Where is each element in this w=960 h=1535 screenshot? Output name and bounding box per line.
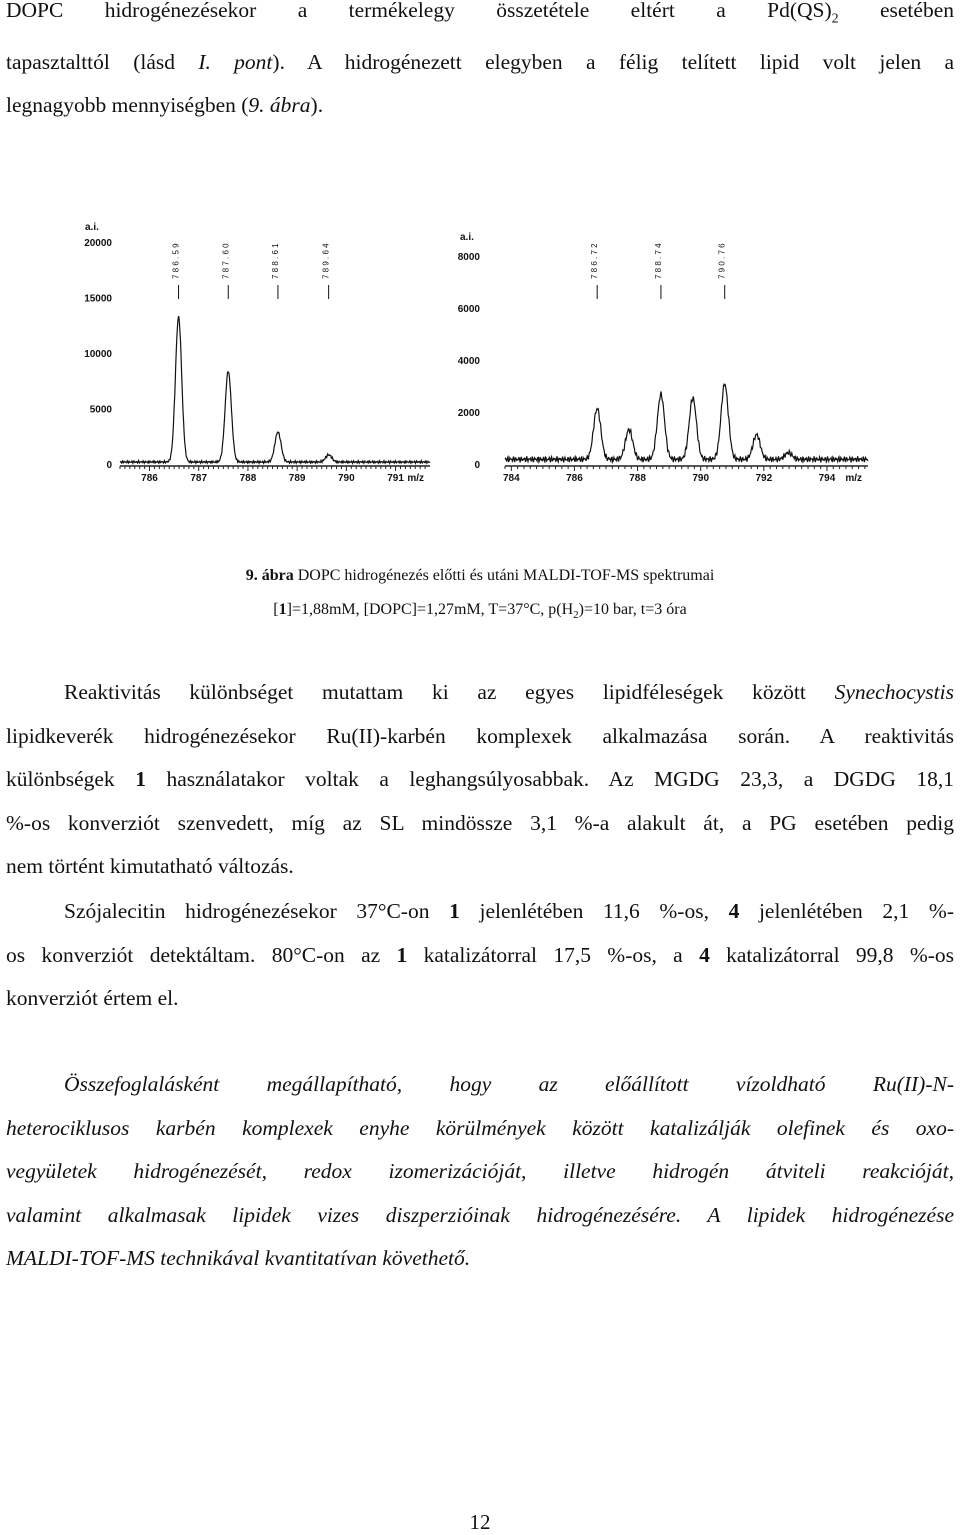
- x-tick-label: 787: [190, 473, 208, 484]
- peak-label: 7 8 6 . 7 2: [590, 243, 600, 279]
- peak-label: 7 8 9 . 6 4: [321, 243, 331, 279]
- summary-line: Összefoglalásként megállapítható, hogy az előállított vízoldható Ru(II)-N-: [64, 1072, 954, 1096]
- x-tick-label: 786: [141, 473, 158, 484]
- y-tick-label: 20000: [84, 238, 112, 250]
- y-tick-label: 5000: [89, 404, 112, 416]
- intro-line: legnagyobb mennyiségben (9. ábra).: [6, 93, 324, 118]
- x-tick-label: 790: [338, 473, 355, 484]
- x-axis-label: m/z: [407, 473, 424, 484]
- spectrum-trace: [120, 317, 430, 464]
- x-tick-label: 791: [387, 473, 404, 484]
- x-tick-label: 786: [566, 473, 583, 484]
- y-tick-label: 2000: [457, 408, 480, 419]
- summary-line: vegyületek hidrogénezését, redox izomerizációját, illetve hidrogén átviteli reakcióját,: [6, 1159, 954, 1183]
- x-tick-label: 784: [502, 473, 520, 484]
- intro-paragraph: [6, 0, 954, 128]
- peak-label: 7 8 8 . 7 4: [653, 243, 663, 279]
- figure-caption-conditions: [1]=1,88mM, [DOPC]=1,27mM, T=37°C, $p(H_2)=10$ bar, t=3 óra: [273, 601, 687, 622]
- summary-line: valamint alkalmasak lipidek vizes diszperzióinak hidrogénezésére. A lipidek hidrogénezése: [6, 1202, 954, 1227]
- x-tick-label: 794: [818, 473, 836, 484]
- x-tick-label: 790: [692, 473, 710, 484]
- y-tick-label: 6000: [457, 304, 480, 315]
- x-tick-label: 788: [629, 473, 646, 484]
- summary-paragraph: [6, 1063, 954, 1281]
- x-tick-label: 788: [239, 473, 257, 484]
- y-tick-label: 10000: [84, 349, 112, 361]
- intro-line: DOPC hidrogénezésekor a termékelegy összetétele eltért a $Pd(QS)_2$ esetében: [6, 0, 954, 27]
- summary-line: heterociklusos karbén komplexek enyhe körülmények között katalizálják olefinek és oxo-: [6, 1115, 954, 1140]
- maldi-spectra-figure: [0, 200, 960, 500]
- soy-lecithin-paragraph: [6, 890, 954, 1021]
- page-number: 12: [469, 1510, 491, 1534]
- y-tick-label: 15000: [84, 293, 112, 305]
- paragraph-line: Reaktivitás különbséget mutattam ki az egyes lipidféleségek között Synechocystis: [64, 680, 954, 704]
- peak-label: 7 8 8 . 6 1: [270, 243, 280, 279]
- x-axis-label: m/z: [845, 473, 862, 484]
- intro-line: tapasztalttól (lásd I. pont). A hidrogénezett elegyben a félig telített lipid volt jelen a: [6, 49, 955, 74]
- y-tick-label: 8000: [457, 252, 480, 263]
- peak-label: 7 8 6 . 5 9: [171, 243, 181, 279]
- figure-caption: 9. ábra DOPC hidrogénezés előtti és utáni MALDI-TOF-MS spektrumai: [245, 567, 715, 584]
- paragraph-line: konverziót értem el.: [6, 986, 179, 1010]
- y-axis-label: a.i.: [85, 222, 99, 233]
- y-axis-label: a.i.: [460, 232, 474, 243]
- paragraph-line: különbségek 1 használatakor voltak a leghangsúlyosabbak. Az MGDG 23,3, a DGDG 18,1: [6, 767, 954, 791]
- paragraph-line: lipidkeverék hidrogénezésekor Ru(II)-karbén komplexek alkalmazása során. A reaktivitás: [6, 723, 954, 748]
- y-tick-label: 0: [474, 460, 480, 471]
- reactivity-paragraph: [6, 671, 954, 889]
- paragraph-line: os konverziót detektáltam. 80°C-on az 1 katalizátorral 17,5 %-os, a 4 katalizátorral 99,8 %-os: [6, 942, 955, 967]
- y-tick-label: 4000: [457, 356, 480, 367]
- y-tick-label: 0: [106, 460, 112, 471]
- paragraph-line: nem történt kimutatható változás.: [6, 854, 294, 878]
- spectrum-trace: [505, 384, 868, 462]
- paragraph-line: Szójalecitin hidrogénezésekor 37°C-on 1 jelenlétében 11,6 %-os, 4 jelenlétében 2,1 %-: [64, 899, 954, 923]
- summary-line: MALDI-TOF-MS technikával kvantitatívan követhető.: [6, 1246, 471, 1270]
- peak-label: 7 9 0 . 7 6: [717, 243, 727, 279]
- paragraph-line: %-os konverziót szenvedett, míg az SL mindössze 3,1 %-a alakult át, a PG esetében pedig: [6, 810, 954, 835]
- x-tick-label: 792: [755, 473, 773, 484]
- x-tick-label: 789: [288, 473, 306, 484]
- peak-label: 7 8 7 . 6 0: [221, 243, 231, 279]
